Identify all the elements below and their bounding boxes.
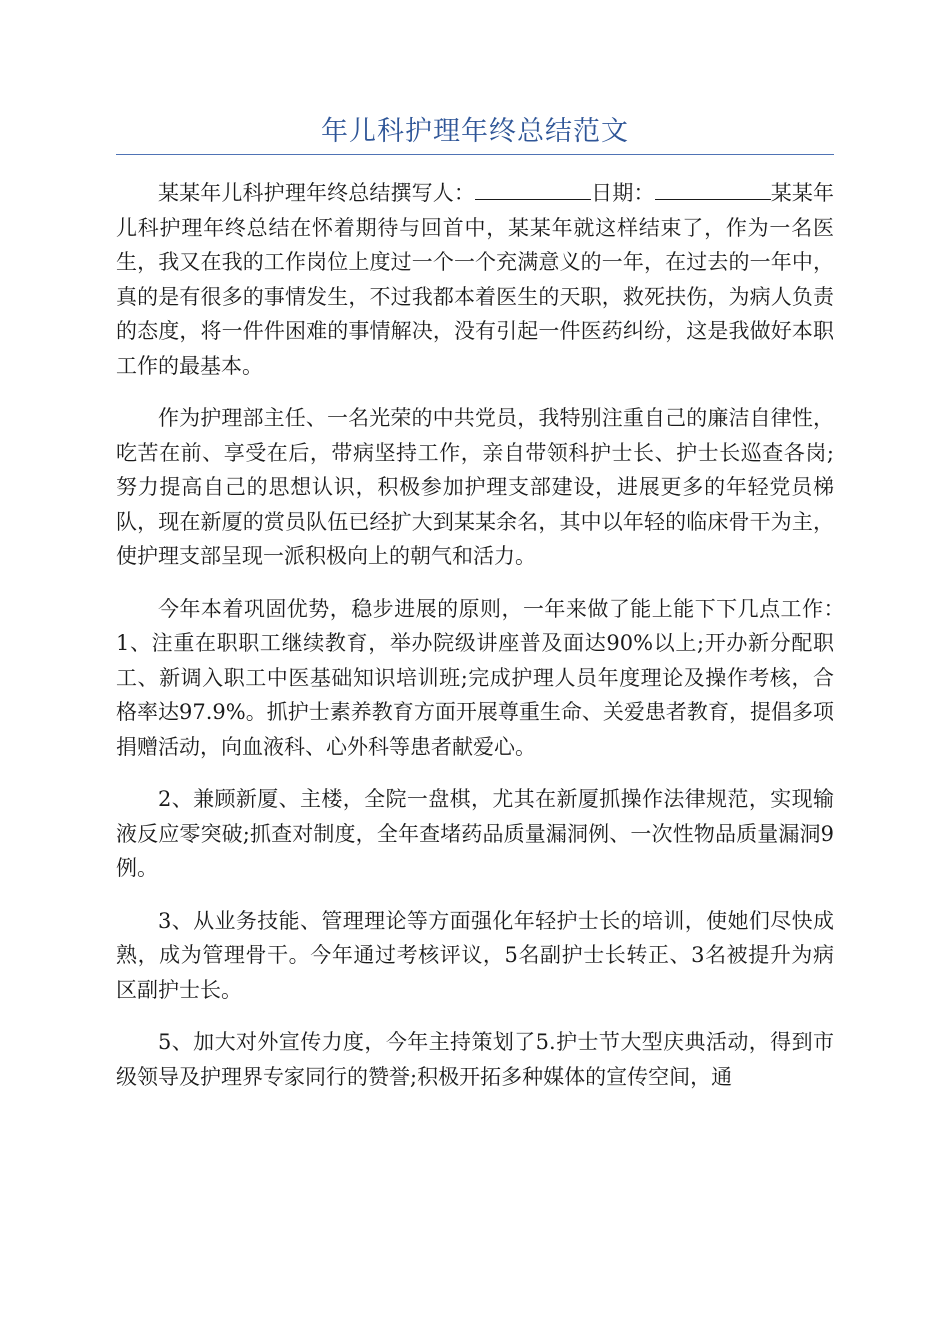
- date-label: 日期：: [591, 181, 655, 205]
- document-title: 年儿科护理年终总结范文: [321, 116, 629, 147]
- date-blank: [655, 177, 771, 200]
- paragraph-intro: [116, 176, 834, 383]
- document-body: [116, 176, 855, 1112]
- paragraph-item-3: 3、从业务技能、管理理论等方面强化年轻护士长的培训，使她们尽快成熟，成为管理骨干。今年通过考核评议，5名副护士长转正、3名被提升为病区副护士长。: [116, 908, 834, 1002]
- author-blank: [475, 177, 591, 200]
- intro-text: 某某年儿科护理年终总结在怀着期待与回首中，某某年就这样结束了，作为一名医生，我又在我的工作岗位上度过一个一个充满意义的一年，在过去的一年中，真的是有很多的事情发生，不过我都本着医生的天职，救死扶伤，为病人负责的态度，将一件件困难的事情解决，没有引起一件医药纠纷，这是我做好本职工作的最基本。: [116, 181, 835, 378]
- paragraph-party-member: 作为护理部主任、一名光荣的中共党员，我特别注重自己的廉洁自律性，吃苦在前、享受在后，带病坚持工作，亲自带领科护士长、护士长巡查各岗;努力提高自己的思想认识，积极参加护理支部建设，进展更多的年轻党员梯队，现在新厦的赏员队伍已经扩大到某某余名，其中以年轻的临床骨干为主，使护理支部呈现一派积极向上的朝气和活力。: [116, 406, 834, 568]
- paragraph-work-items: 今年本着巩固优势，稳步进展的原则，一年来做了能上能下下几点工作： 1、注重在职职工继续教育，举办院级讲座普及面达90%以上;开办新分配职工、新调入职工中医基础知识培训班;完成护理人员年度理论及操作考核，合格率达97.9%。抓护士素养教育方面开展尊重生命、关爱患者教育，提倡多项捐赠活动，向血液科、心外科等患者献爱心。: [116, 596, 855, 759]
- paragraph-item-2: 2、兼顾新厦、主楼，全院一盘棋，尤其在新厦抓操作法律规范，实现输液反应零突破;抓查对制度，全年查堵药品质量漏洞例、一次性物品质量漏洞9例。: [116, 787, 834, 880]
- title-underline: [116, 154, 834, 155]
- paragraph-item-5: 5、加大对外宣传力度，今年主持策划了5.护士节大型庆典活动，得到市级领导及护理界专家同行的赞誉;积极开拓多种媒体的宣传空间，通: [116, 1030, 834, 1089]
- author-label: 某某年儿科护理年终总结撰写人：: [158, 181, 476, 205]
